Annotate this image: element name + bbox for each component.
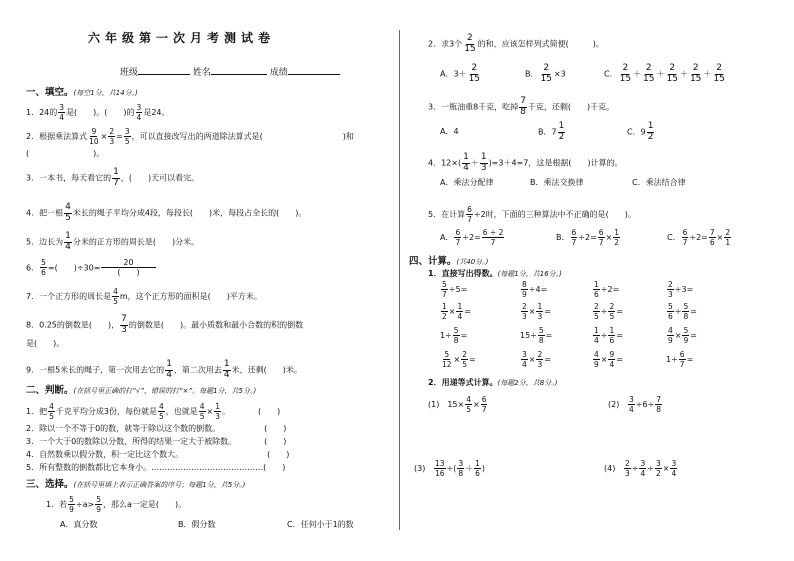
stepwise-calc-2: (2) $\frac{3}{4}$ ÷6÷ $\frac{7}{8}$ — [608, 395, 662, 414]
fraction: $\frac{4}{9}$ — [668, 326, 673, 345]
calc-token: = — [460, 331, 468, 340]
fraction: $\frac{6}{7}$ — [679, 350, 685, 369]
name-label: 姓名 — [192, 68, 211, 78]
class-label: 班级 — [120, 68, 139, 78]
calc-token: ÷ — [600, 331, 608, 340]
calc-problem — [520, 327, 552, 344]
fraction: $\frac{3}{4}$ — [522, 350, 527, 369]
calc-token: × — [600, 355, 608, 364]
fraction: $\frac{1}{4}$ — [594, 326, 599, 345]
fill-q9: 9．一根5米长的绳子，第一次用去它的 $\frac{1}{4}$ ，第二次用去 $\frac{1}{4}$ 米，还剩( )米。 — [26, 359, 302, 380]
calc-token: × — [448, 307, 456, 316]
calc-token: ÷4= — [528, 285, 548, 294]
fraction: $\frac{1}{4}$ — [457, 302, 463, 321]
choice-q1: 1．若 $\frac{5}{9}$ ÷a> $\frac{5}{9}$ ，那么a一定是( )。 — [46, 495, 187, 514]
section-2-heading: 二、判断。(在括号里正确的打“√”，错误的打“×”。每题1分，共5分。) — [26, 385, 257, 396]
judge-item-4: 4．自然数乘以假分数，积一定比这个数大。 ( ) — [26, 450, 290, 459]
fraction: $\frac{5}{8}$ — [453, 326, 459, 345]
choice-q3-c[interactable]: C．9 $\frac{1}{2}$ — [627, 121, 654, 142]
fraction: $\frac{2}{3}$ — [522, 302, 527, 321]
calc-problem — [592, 327, 623, 344]
calc-token: 1÷ — [440, 331, 452, 340]
calc-token: ÷ — [674, 307, 682, 316]
choice-q2-a[interactable]: A．3＋ $\frac{2}{15}$ — [440, 63, 481, 84]
fill-q1: 1．24的 $\frac{3}{4}$ 是( )。( )的 $\frac{3}{4}$ 是24。 — [26, 103, 170, 122]
calc-token: = — [616, 331, 623, 340]
judge-item-3: 3．一个大于0的数除以分数，所得的结果一定大于被除数。 ( ) — [26, 437, 287, 446]
calc-problem — [440, 281, 467, 298]
fill-q8-cont: 是( )。 — [26, 339, 65, 348]
calc-token: = — [545, 331, 553, 340]
fraction: $\frac{2}{5}$ — [594, 302, 599, 321]
score-field[interactable] — [288, 74, 340, 75]
fraction: $\frac{9}{4}$ — [609, 350, 615, 369]
fraction: $\frac{2}{5}$ — [609, 302, 615, 321]
fill-q8: 8．0.25的倒数是( )， $\frac{7}{3}$ 的倒数是( )。最小质数和最小合数的积的倒数 — [26, 314, 304, 335]
calc-problem — [592, 303, 623, 320]
calc-token: = — [686, 355, 694, 364]
fraction: $\frac{5}{8}$ — [683, 302, 689, 321]
choice-q5-b[interactable]: B． $\frac{6}{7}$ ÷2= $\frac{6}{7}$ × $\frac{1}{2}$ — [556, 228, 620, 247]
calc-token: × — [528, 355, 536, 364]
class-field[interactable] — [138, 74, 190, 75]
calc-problem — [440, 351, 476, 368]
stepwise-calc-1: (1) 15× $\frac{4}{5}$ × $\frac{6}{7}$ — [428, 395, 487, 414]
calc-problem — [520, 303, 551, 320]
calc-problem — [666, 327, 697, 344]
stepwise-calc-3: (3) $\frac{13}{16}$ ÷( $\frac{3}{8}$ ＋ $\frac{1}{6}$ ) — [414, 459, 486, 478]
fraction: $\frac{5}{9}$ — [683, 326, 689, 345]
choice-q4: 4．12×( $\frac{1}{4}$ ＋ $\frac{1}{3}$ )=3＋4=7，这是根据( )计算的。 — [428, 152, 623, 173]
fill-q4: 4．把一根 $\frac{4}{5}$ 米长的绳子平均分成4段，每段长( )米，每段占全长的( )。 — [26, 202, 307, 223]
choice-q5-a[interactable]: A． $\frac{6}{7}$ ÷2= $\frac{6 \div 2}{7}$ — [440, 228, 504, 247]
fill-q3: 3．一本书，每天看它的 $\frac{1}{7}$ ，( )天可以看完。 — [26, 167, 200, 188]
calc-token: = — [544, 307, 551, 316]
fraction: $\frac{4}{9}$ — [594, 350, 599, 369]
calc-problem — [520, 351, 551, 368]
choice-q4-c[interactable]: C．乘法结合律 — [632, 178, 686, 187]
calc-token: = — [544, 355, 551, 364]
fill-q7: 7．一个正方形的周长是 $\frac{4}{5}$ m，这个正方形的面积是( )平方米。 — [26, 287, 262, 306]
calc-token: ÷5= — [448, 285, 468, 294]
fraction: $\frac{5}{12}$ — [442, 350, 452, 369]
fraction: $\frac{5}{8}$ — [538, 326, 544, 345]
calc-sub2-heading: 2．用递等式计算。(每题2分，共8分。) — [428, 378, 558, 387]
fill-q2: 2．根据乘法算式 $\frac{9}{10}$ × $\frac{2}{3}$ = $\frac{3}{5}$ ，可以直接改写出的两道除法算式是( )和 — [26, 127, 354, 146]
choice-q1-b[interactable]: B．假分数 — [178, 520, 216, 529]
judge-item-1: 1．把 $\frac{4}{5}$ 千克平均分成3份，每份就是 $\frac{4}{5}$ ，也就是 $\frac{4}{5}$ × $\frac{1}{3}$ 。 ( ) — [26, 402, 281, 421]
calc-problem — [666, 281, 693, 298]
choice-q4-a[interactable]: A．乘法分配律 — [440, 178, 494, 187]
fraction: $\frac{1}{6}$ — [609, 326, 615, 345]
fraction: $\frac{2}{5}$ — [462, 350, 468, 369]
calc-problem — [440, 303, 471, 320]
judge-item-2: 2．除以一个不等于0的数，就等于除以这个数的倒数。 ( ) — [26, 424, 287, 433]
calc-problem — [592, 351, 623, 368]
judge-item-5: 5．所有整数的倒数都比它本身小。……………………………………( ) — [26, 463, 286, 472]
choice-q1-a[interactable]: A．真分数 — [60, 520, 98, 529]
calc-token: 1÷ — [666, 355, 678, 364]
choice-q1-c[interactable]: C．任何小于1的数 — [287, 520, 354, 529]
choice-q3-a[interactable]: A．4 — [440, 127, 459, 136]
fraction: $\frac{2}{3}$ — [668, 280, 673, 299]
calc-token: ÷ — [600, 307, 608, 316]
choice-q2-c[interactable]: C． $\frac{2}{15}$ ＋ $\frac{2}{15}$ ＋ $\frac{2}{15}$ ＋ $\frac{2}{15}$ ＋ $\frac{2}{15}$ — [604, 63, 725, 84]
stepwise-calc-4: (4) $\frac{2}{3}$ ÷ $\frac{3}{4}$ ÷ $\frac{3}{2}$ × $\frac{3}{4}$ — [604, 459, 677, 478]
fraction: $\frac{5}{7}$ — [442, 280, 447, 299]
calc-problem — [520, 281, 547, 298]
calc-problem — [666, 303, 697, 320]
choice-q3-b[interactable]: B．7 $\frac{1}{2}$ — [538, 121, 565, 142]
calc-token: × — [453, 355, 461, 364]
choice-q5-c[interactable]: C． $\frac{6}{7}$ ÷2= $\frac{7}{6}$ × $\frac{2}{1}$ — [667, 228, 731, 247]
choice-q2: 2．求3个 $\frac{2}{15}$ 的和，应该怎样列式简便( )。 — [428, 33, 604, 54]
choice-q4-b[interactable]: B．乘法交换律 — [530, 178, 584, 187]
choice-q3: 3．一瓶油重8千克，吃掉 $\frac{7}{8}$ 千克，还剩( )千克。 — [428, 96, 615, 117]
calc-token: ÷2= — [600, 285, 620, 294]
choice-q2-b[interactable]: B． $\frac{2}{15}$ ×3 — [525, 63, 566, 84]
page-divider — [399, 30, 400, 530]
calc-problem — [440, 327, 467, 344]
calc-token: = — [616, 355, 623, 364]
calc-token: = — [469, 355, 476, 364]
section-4-heading: 四、计算。(共40分。) — [409, 256, 489, 267]
calc-token: = — [690, 307, 697, 316]
student-info-row — [120, 69, 340, 78]
fraction: $\frac{1}{6}$ — [594, 280, 599, 299]
calc-token: ÷3= — [674, 285, 694, 294]
section-3-heading: 三、选择。(在括号里填上表示正确答案的序号；每题1分，共5分。) — [26, 479, 246, 490]
fill-q6: 6． $\frac{5}{6}$ =( )÷30= 20 ( ) — [26, 259, 157, 277]
calc-token: 15÷ — [520, 331, 537, 340]
calc-token: = — [616, 307, 623, 316]
calc-problem — [666, 351, 693, 368]
calc-token: = — [690, 331, 697, 340]
fraction: $\frac{2}{3}$ — [537, 350, 543, 369]
calc-token: = — [464, 307, 471, 316]
fraction: $\frac{5}{6}$ — [668, 302, 673, 321]
page-title: 六年级第一次月考测试卷 — [88, 31, 276, 45]
name-field[interactable] — [211, 74, 267, 75]
section-1-heading: 一、填空。(每空1分，共14分。) — [26, 87, 138, 98]
calc-token: × — [674, 331, 682, 340]
calc-problem — [592, 281, 619, 298]
fill-q2-cont: ( )。 — [26, 149, 105, 158]
fraction: $\frac{8}{9}$ — [522, 280, 527, 299]
score-label: 成绩 — [269, 68, 288, 78]
calc-token: × — [528, 307, 536, 316]
fraction: $\frac{1}{2}$ — [442, 302, 447, 321]
choice-q5: 5．在计算 $\frac{6}{7}$ ÷2时，下面的三种算法中不正确的是( )。 — [428, 205, 636, 224]
fraction: $\frac{1}{3}$ — [537, 302, 543, 321]
fill-q5: 5．边长为 $\frac{1}{4}$ 分米的正方形的周长是( )分米。 — [26, 231, 200, 252]
calc-sub1-heading: 1．直接写出得数。(每题1分，共16分。) — [428, 269, 562, 278]
